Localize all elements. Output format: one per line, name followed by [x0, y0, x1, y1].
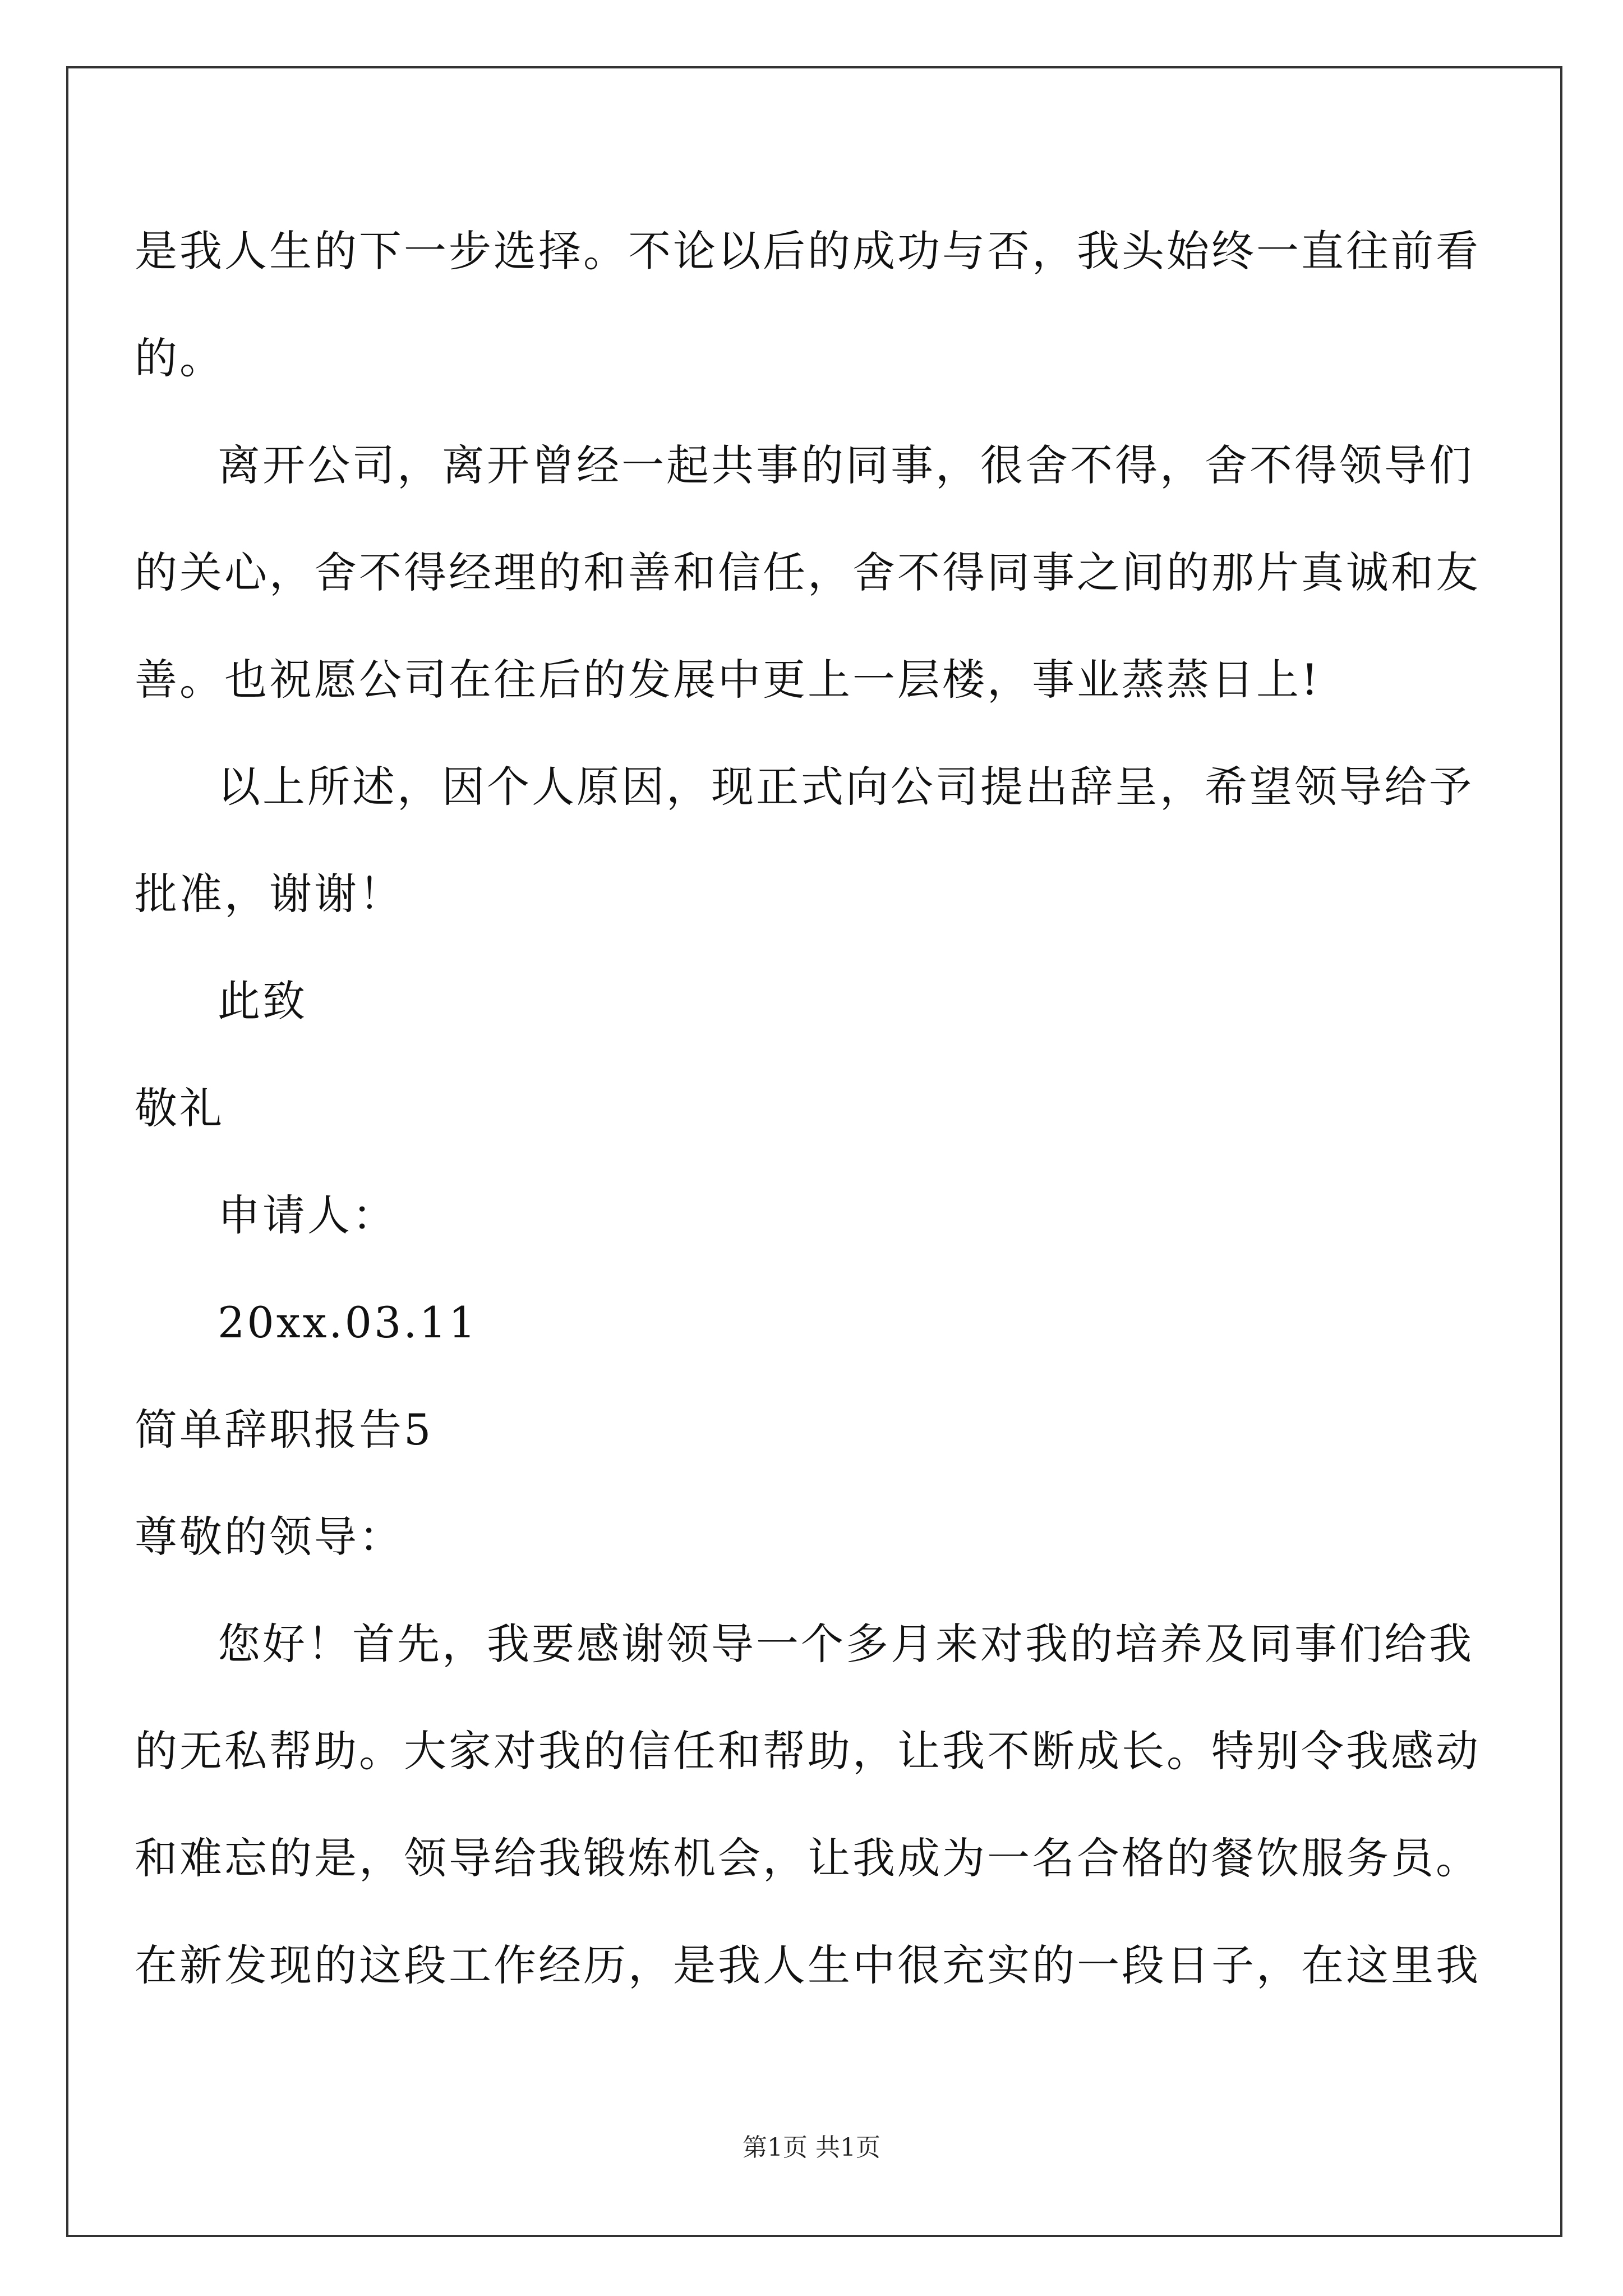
text-line: 善。也祝愿公司在往后的发展中更上一层楼，事业蒸蒸日上!	[135, 655, 1321, 705]
text-line: 敬礼	[135, 1083, 224, 1133]
text-line: 此致	[218, 976, 307, 1026]
text-line: 申请人：	[218, 1190, 397, 1240]
text-line: 您好！首先，我要感谢领导一个多月来对我的培养及同事们给我	[218, 1619, 1474, 1669]
text-line: 的无私帮助。大家对我的信任和帮助，让我不断成长。特别令我感动	[135, 1726, 1481, 1776]
text-line: 的关心，舍不得经理的和善和信任，舍不得同事之间的那片真诚和友	[135, 547, 1481, 597]
text-line: 在新发现的这段工作经历，是我人生中很充实的一段日子，在这里我	[135, 1940, 1481, 1990]
text-line: 以上所述，因个人原因，现正式向公司提出辞呈，希望领导给予	[218, 762, 1474, 812]
text-line: 和难忘的是，领导给我锻炼机会，让我成为一名合格的餐饮服务员。	[135, 1833, 1481, 1883]
salutation: 尊敬的领导：	[135, 1512, 404, 1562]
text-line: 批准，谢谢！	[135, 869, 404, 919]
date-line: 20xx.03.11	[218, 1297, 478, 1347]
text-line: 离开公司，离开曾经一起共事的同事，很舍不得，舍不得领导们	[218, 440, 1474, 490]
text-line: 是我人生的下一步选择。不论以后的成功与否，我头始终一直往前看	[135, 226, 1481, 276]
text-line: 的。	[135, 333, 224, 383]
section-title: 简单辞职报告5	[135, 1405, 434, 1455]
document-body	[135, 0, 1565, 2296]
page-footer: 第1页 共1页	[743, 2133, 880, 2162]
